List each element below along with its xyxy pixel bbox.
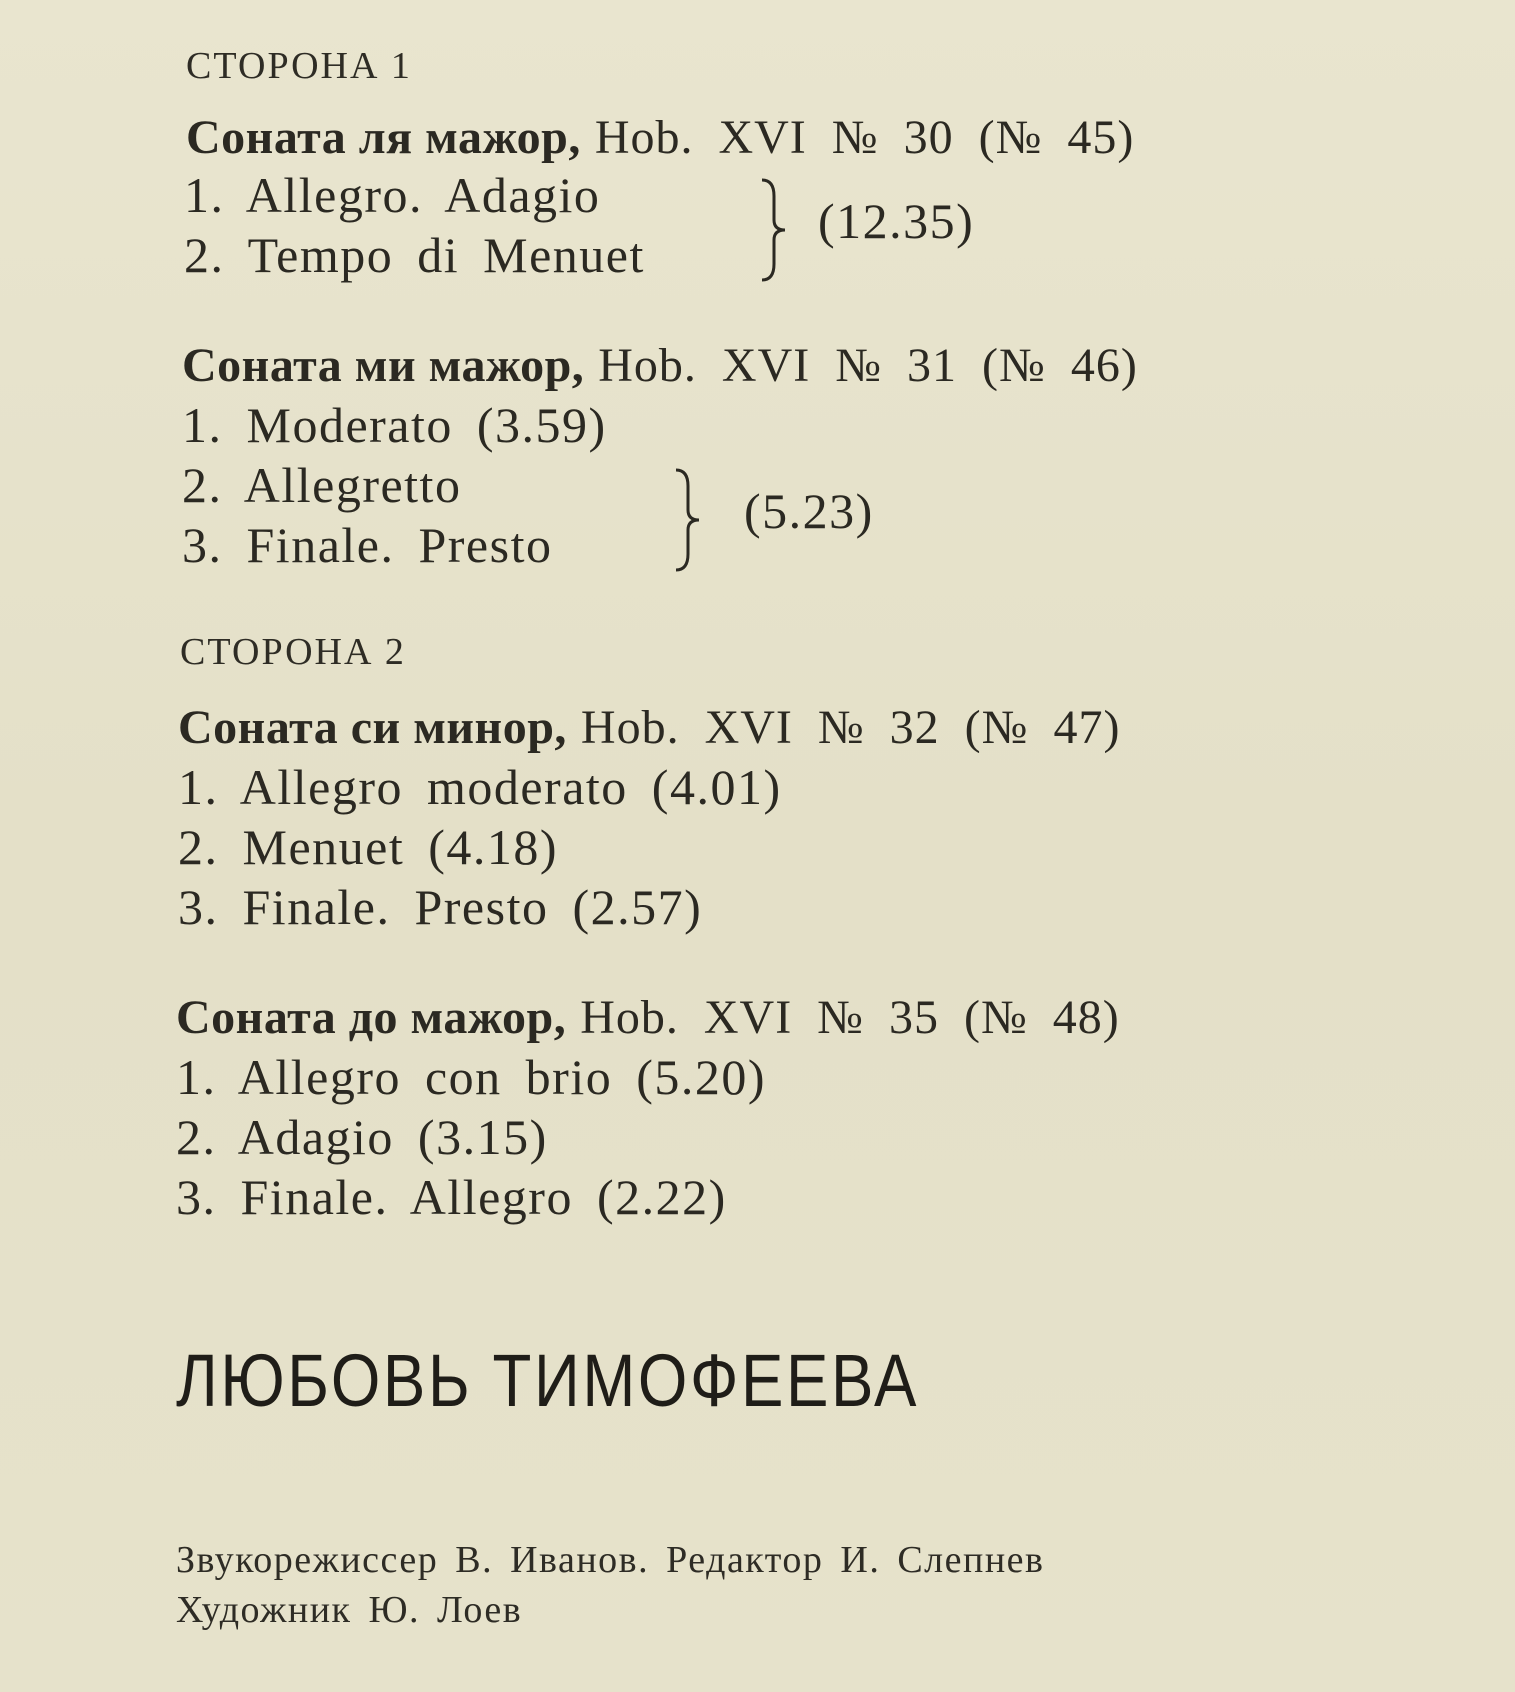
track-row: 3. Finale. Presto bbox=[182, 517, 553, 573]
sonata-catalog-number: Hob. XVI № 35 (№ 48) bbox=[580, 991, 1120, 1044]
track-row: 1. Moderato (3.59) bbox=[182, 397, 607, 453]
track-row: 3. Finale. Allegro (2.22) bbox=[176, 1169, 727, 1225]
side-1-label: СТОРОНА 1 bbox=[186, 45, 412, 87]
track-row: 2. Tempo di Menuet bbox=[184, 227, 645, 283]
sonata-catalog-number: Hob. XVI № 32 (№ 47) bbox=[580, 701, 1121, 754]
sonata-a-major-title bbox=[186, 110, 1134, 165]
track-row: 1. Allegro con brio (5.20) bbox=[176, 1049, 767, 1105]
sonata-catalog-number: Hob. XVI № 30 (№ 45) bbox=[594, 111, 1135, 164]
artist-name: ЛЮБОВЬ ТИМОФЕЕВА bbox=[176, 1339, 919, 1422]
curly-brace-icon bbox=[758, 176, 788, 284]
curly-brace-icon bbox=[672, 466, 702, 574]
track-row: 1. Allegro moderato (4.01) bbox=[178, 759, 782, 815]
track-row: 2. Allegretto bbox=[182, 457, 462, 513]
track-row: 2. Adagio (3.15) bbox=[176, 1109, 548, 1165]
credits-line-artist: Художник Ю. Лоев bbox=[176, 1589, 523, 1631]
sonata-name: Соната си минор, bbox=[178, 701, 567, 754]
sonata-name: Соната до мажор, bbox=[176, 991, 567, 1044]
sonata-catalog-number: Hob. XVI № 31 (№ 46) bbox=[598, 339, 1138, 392]
sonata-name: Соната ля мажор, bbox=[186, 111, 581, 164]
sonata-name: Соната ми мажор, bbox=[182, 339, 585, 392]
side-2-label: СТОРОНА 2 bbox=[180, 631, 406, 673]
group-duration: (5.23) bbox=[744, 483, 874, 539]
track-row: 2. Menuet (4.18) bbox=[178, 819, 559, 875]
sonata-e-major-title bbox=[182, 338, 1138, 393]
track-row: 1. Allegro. Adagio bbox=[184, 167, 601, 223]
group-duration: (12.35) bbox=[818, 193, 975, 249]
track-row: 3. Finale. Presto (2.57) bbox=[178, 879, 703, 935]
credits-line-engineer-editor: Звукорежиссер В. Иванов. Редактор И. Слепнев bbox=[176, 1539, 1045, 1581]
sonata-c-major-title bbox=[176, 990, 1120, 1045]
sonata-b-minor-title bbox=[178, 700, 1120, 755]
